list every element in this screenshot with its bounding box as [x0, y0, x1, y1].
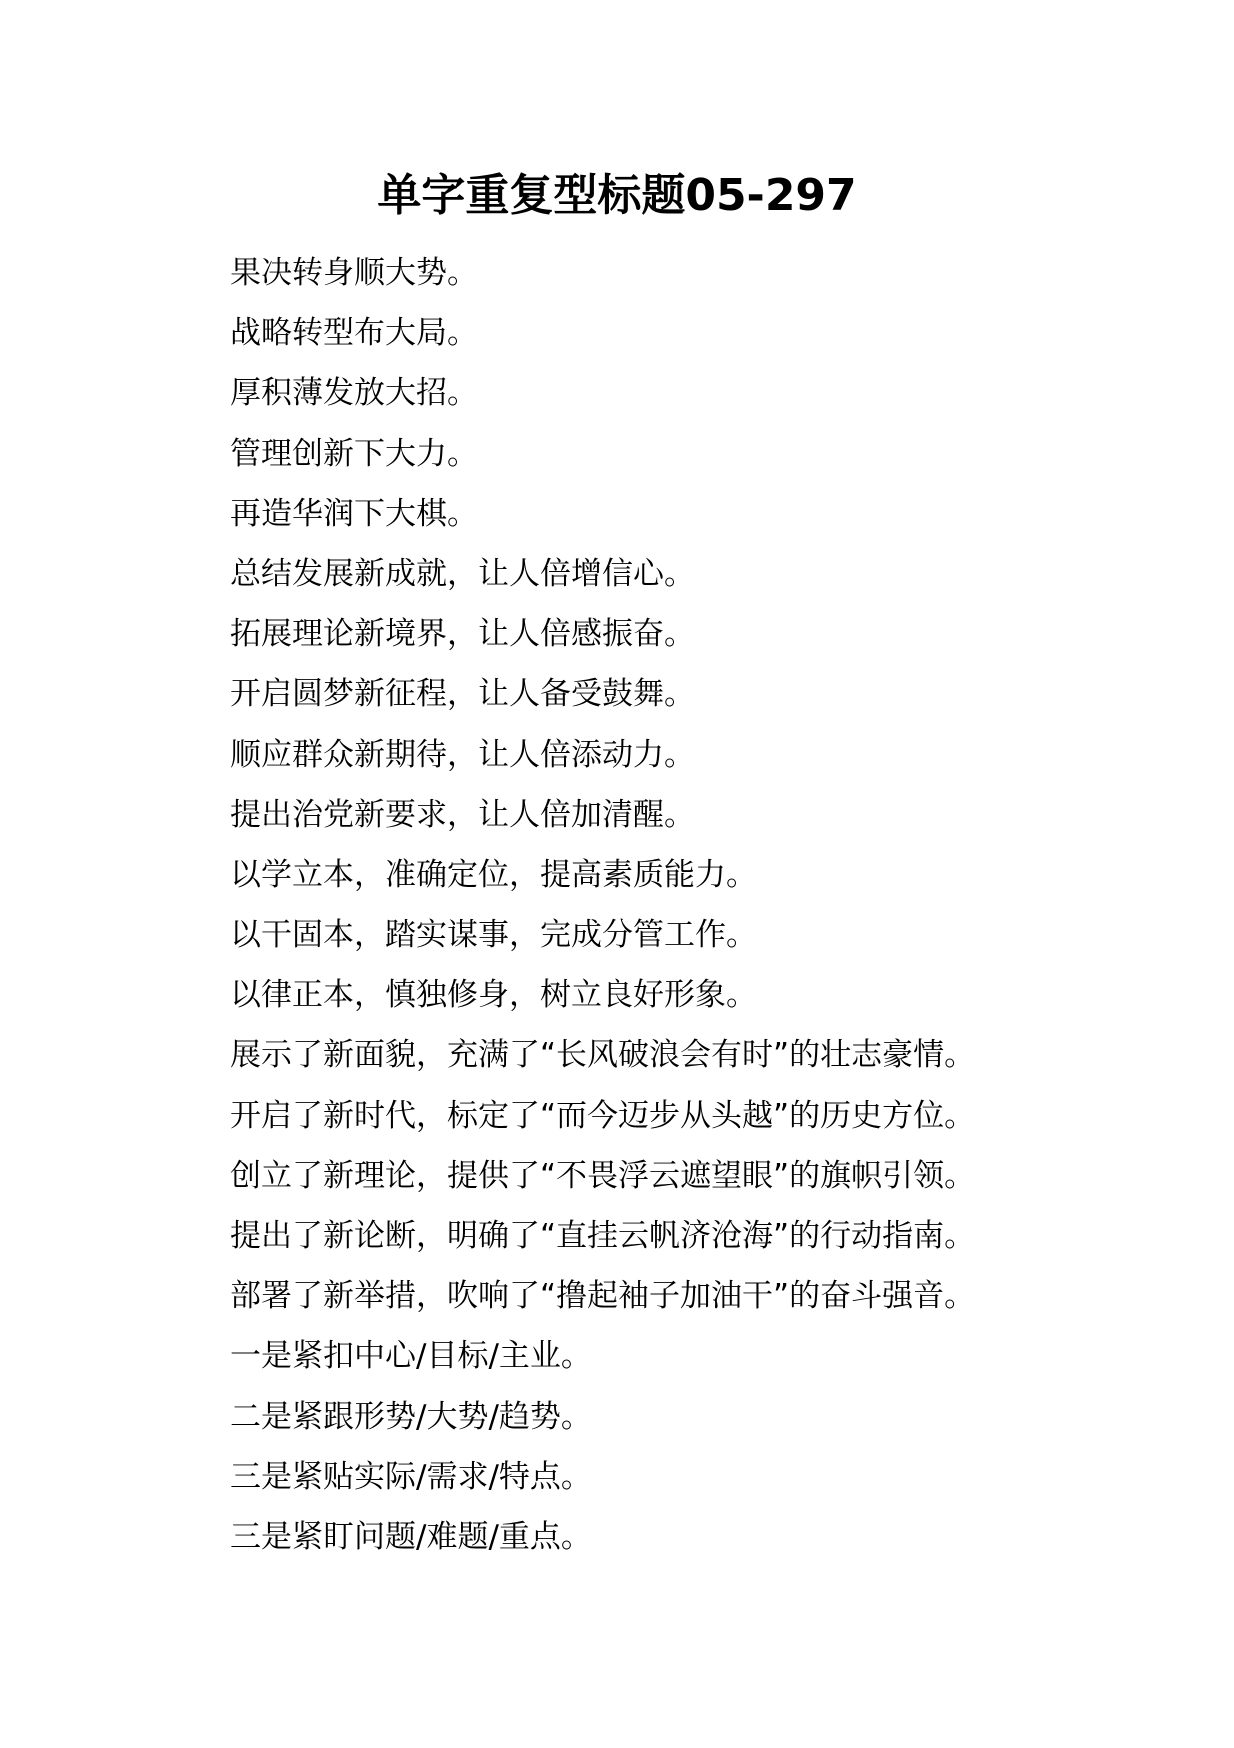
text-line: 展示了新面貌，充满了“长风破浪会有时”的壮志豪情。 [230, 1037, 976, 1074]
text-lines [230, 248, 975, 1572]
page-title: 单字重复型标题05-297 [377, 170, 857, 221]
text-line: 再造华润下大棋。 [230, 495, 478, 532]
text-line: 管理创新下大力。 [230, 435, 478, 472]
text-line: 总结发展新成就，让人倍增信心。 [230, 555, 695, 592]
text-line: 果决转身顺大势。 [230, 255, 478, 291]
text-line: 以干固本，踏实谋事，完成分管工作。 [230, 917, 757, 954]
text-line: 拓展理论新境界，让人倍感振奋。 [230, 616, 695, 653]
text-line: 三是紧贴实际/需求/特点。 [230, 1458, 592, 1495]
text-line: 以律正本，慎独修身，树立良好形象。 [230, 977, 757, 1014]
text-line: 部署了新举措，吹响了“撸起袖子加油干”的奋斗强音。 [230, 1278, 976, 1315]
text-line: 提出治党新要求，让人倍加清醒。 [230, 796, 695, 833]
text-line: 顺应群众新期待，让人倍添动力。 [230, 736, 695, 773]
text-line: 以学立本，准确定位，提高素质能力。 [230, 856, 757, 893]
text-line: 创立了新理论，提供了“不畏浮云遮望眼”的旗帜引领。 [230, 1157, 976, 1194]
text-line: 提出了新论断，明确了“直挂云帆济沧海”的行动指南。 [230, 1218, 976, 1254]
text-line: 一是紧扣中心/目标/主业。 [230, 1338, 592, 1375]
text-line: 二是紧跟形势/大势/趋势。 [230, 1398, 592, 1435]
text-line: 开启圆梦新征程，让人备受鼓舞。 [230, 676, 695, 713]
text-line: 开启了新时代，标定了“而今迈步从头越”的历史方位。 [230, 1097, 976, 1134]
text-line: 厚积薄发放大招。 [230, 375, 478, 412]
text-line: 三是紧盯问题/难题/重点。 [230, 1518, 592, 1555]
text-line: 战略转型布大局。 [230, 315, 478, 352]
